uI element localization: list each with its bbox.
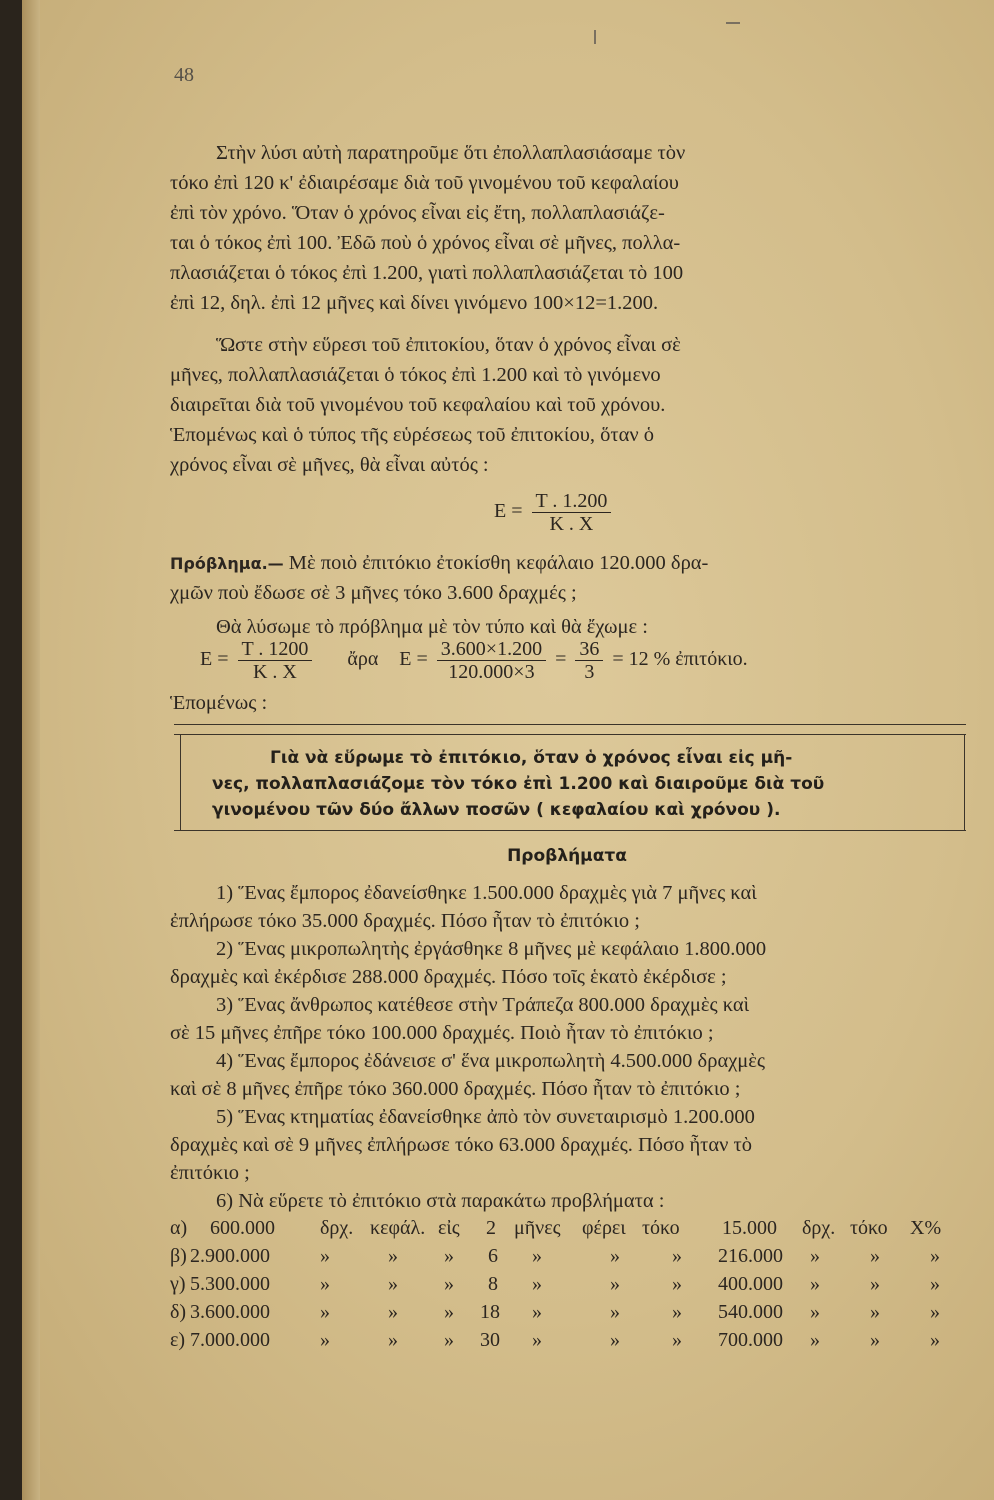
- text-line: Ἑπομένως καὶ ὁ τύπος τῆς εὑρέσεως τοῦ ἐπιτοκίου, ὅταν ὁ: [170, 424, 654, 446]
- text-line: χμῶν ποὺ ἔδωσε σὲ 3 μῆνες τόκο 3.600 δραχμές ;: [170, 582, 577, 604]
- problem-line: ἐπιτόκιο ;: [170, 1162, 250, 1184]
- cell: »: [610, 1245, 620, 1267]
- formula-fraction: [532, 490, 612, 535]
- cell: »: [930, 1245, 940, 1267]
- text-line: τόκο ἐπὶ 120 κ' ἐδιαιρέσαμε διὰ τοῦ γινομένου τοῦ κεφαλαίου: [170, 172, 679, 194]
- problem-line: σὲ 15 μῆνες ἐπῆρε τόκο 100.000 δραχμές. Ποιὸ ἦταν τὸ ἐπιτόκιο ;: [170, 1022, 714, 1044]
- box-border-right: [964, 734, 965, 830]
- worked-formula: [200, 638, 748, 683]
- months: 6: [488, 1245, 498, 1267]
- text-line: ται ὁ τόκος ἐπὶ 100. Ἐδῶ ποὺ ὁ χρόνος εἶναι σὲ μῆνες, πολλα-: [170, 232, 681, 254]
- cell: »: [810, 1273, 820, 1295]
- problem-line: 4) Ἕνας ἔμπορος ἐδάνεισε σ' ἕνα μικροπωλητὴ 4.500.000 δραχμὲς: [216, 1050, 766, 1072]
- text-line: χρόνος εἶναι σὲ μῆνες, θὰ εἶναι αὐτός :: [170, 454, 489, 476]
- cell: »: [672, 1329, 682, 1351]
- cell: »: [810, 1245, 820, 1267]
- text-line: διαιρεῖται διὰ τοῦ γινομένου τοῦ κεφαλαίου καὶ τοῦ χρόνου.: [170, 394, 666, 416]
- text-line: πλασιάζεται ὁ τόκος ἐπὶ 1.200, γιατὶ πολλαπλασιάζεται τὸ 100: [170, 262, 684, 284]
- cell: »: [930, 1329, 940, 1351]
- formula-denominator: 120.000×3: [448, 661, 535, 683]
- formula-lhs: E =: [399, 648, 428, 671]
- formula-numerator: 3.600×1.200: [437, 638, 546, 661]
- exercise-row: [170, 1298, 970, 1326]
- cell: »: [810, 1329, 820, 1351]
- row-label: δ): [170, 1301, 187, 1323]
- print-mark: [594, 30, 596, 44]
- formula-fraction: [238, 638, 313, 683]
- formula-denominator: 3: [584, 661, 595, 683]
- interest: 15.000: [722, 1217, 777, 1239]
- cell: μῆνες: [514, 1217, 561, 1239]
- problem-line: δραχμὲς καὶ ἐκέρδισε 288.000 δραχμές. Πόσο τοῖς ἑκατὸ ἐκέρδισε ;: [170, 966, 727, 988]
- cell: »: [610, 1329, 620, 1351]
- months: 2: [486, 1217, 496, 1239]
- cell: »: [532, 1245, 542, 1267]
- capital: 3.600.000: [190, 1301, 270, 1323]
- row-label: ε): [170, 1329, 186, 1351]
- cell: »: [870, 1245, 880, 1267]
- row-label: α): [170, 1217, 188, 1239]
- cell: »: [388, 1301, 398, 1323]
- box-border-top-inner: [174, 734, 966, 735]
- capital: 2.900.000: [190, 1245, 270, 1267]
- problem-line: 2) Ἕνας μικροπωλητὴς ἐργάσθηκε 8 μῆνες μὲ κεφάλαιο 1.800.000: [216, 938, 767, 960]
- problem-line: 3) Ἕνας ἄνθρωπος κατέθεσε στὴν Τράπεζα 800.000 δραχμὲς καὶ: [216, 994, 750, 1016]
- cell: »: [388, 1273, 398, 1295]
- cell: »: [672, 1301, 682, 1323]
- box-border-bottom: [174, 830, 966, 831]
- formula-result: = 12 % ἐπιτόκιο.: [612, 648, 748, 671]
- cell: »: [532, 1329, 542, 1351]
- cell: δρχ.: [320, 1217, 354, 1239]
- text-line: Στὴν λύσι αὐτὴ παρατηροῦμε ὅτι ἐπολλαπλασιάσαμε τὸν: [216, 142, 686, 164]
- months: 30: [480, 1329, 500, 1351]
- formula-fraction: [437, 638, 546, 683]
- cell: τόκο: [642, 1217, 680, 1239]
- interest: 700.000: [718, 1329, 783, 1351]
- formula-numerator: 36: [575, 638, 603, 661]
- cell: »: [870, 1301, 880, 1323]
- text-line: Ὥστε στὴν εὕρεσι τοῦ ἐπιτοκίου, ὅταν ὁ χρόνος εἶναι σὲ: [216, 334, 681, 356]
- cell: »: [870, 1273, 880, 1295]
- cell: »: [388, 1329, 398, 1351]
- capital: 7.000.000: [190, 1329, 270, 1351]
- row-label: β): [170, 1245, 187, 1267]
- cell: εἰς: [438, 1217, 460, 1239]
- formula-fraction: [575, 638, 603, 683]
- problem-line: 1) Ἕνας ἔμπορος ἐδανείσθηκε 1.500.000 δραχμὲς γιὰ 7 μῆνες καὶ: [216, 882, 757, 904]
- exercise-row: [170, 1242, 970, 1270]
- cell: »: [320, 1245, 330, 1267]
- rule-line: νες, πολλαπλασιάζομε τὸν τόκο ἐπὶ 1.200 καὶ διαιροῦμε διὰ τοῦ: [212, 774, 825, 794]
- cell: »: [672, 1273, 682, 1295]
- book-page: [22, 0, 994, 1500]
- interest-rate-formula: [494, 490, 615, 535]
- cell: »: [810, 1301, 820, 1323]
- page-gutter: [22, 0, 40, 1500]
- formula-lhs: E =: [494, 500, 523, 523]
- cell: »: [444, 1273, 454, 1295]
- exercise-row: [170, 1270, 970, 1298]
- interest: 216.000: [718, 1245, 783, 1267]
- cell: »: [320, 1301, 330, 1323]
- cell: »: [610, 1301, 620, 1323]
- problem-line: 5) Ἕνας κτηματίας ἐδανείσθηκε ἀπὸ τὸν συνεταιρισμὸ 1.200.000: [216, 1106, 755, 1128]
- capital: 600.000: [210, 1217, 275, 1239]
- cell: »: [444, 1301, 454, 1323]
- formula-lhs: E =: [200, 648, 229, 671]
- exercise-row: [170, 1214, 970, 1242]
- cell: κεφάλ.: [370, 1217, 426, 1239]
- page-number: 48: [174, 64, 194, 86]
- formula-numerator: T . 1200: [238, 638, 313, 661]
- cell: »: [388, 1245, 398, 1267]
- cell: »: [672, 1245, 682, 1267]
- problem-label: Πρόβλημα.—: [170, 554, 284, 573]
- text-line: ἐπὶ 12, δηλ. ἐπὶ 12 μῆνες καὶ δίνει γινόμενο 100×12=1.200.: [170, 292, 659, 314]
- cell: Χ%: [910, 1217, 942, 1239]
- print-mark: [726, 22, 740, 24]
- cell: »: [444, 1329, 454, 1351]
- formula-equals: =: [555, 648, 567, 671]
- problem-statement-line: [170, 548, 970, 578]
- cell: »: [320, 1329, 330, 1351]
- cell: »: [532, 1301, 542, 1323]
- formula-ara: ἄρα: [347, 648, 379, 671]
- problems-heading: Προβλήματα: [507, 846, 627, 866]
- formula-denominator: K . X: [549, 513, 594, 535]
- problem-line: δραχμὲς καὶ σὲ 9 μῆνες ἐπλήρωσε τόκο 63.000 δραχμές. Πόσο ἦταν τὸ: [170, 1134, 753, 1156]
- problem-text: Μὲ ποιὸ ἐπιτόκιο ἐτοκίσθη κεφάλαιο 120.000 δρα-: [283, 552, 709, 574]
- rule-line: Γιὰ νὰ εὕρωμε τὸ ἐπιτόκιο, ὅταν ὁ χρόνος εἶναι εἰς μῆ-: [270, 748, 793, 768]
- cell: »: [870, 1329, 880, 1351]
- cell: »: [444, 1245, 454, 1267]
- cell: »: [532, 1273, 542, 1295]
- formula-numerator: T . 1.200: [532, 490, 612, 513]
- exercise-row: [170, 1326, 970, 1354]
- problem-line: καὶ σὲ 8 μῆνες ἐπῆρε τόκο 360.000 δραχμές. Πόσο ἦταν τὸ ἐπιτόκιο ;: [170, 1078, 741, 1100]
- cell: φέρει: [582, 1217, 626, 1239]
- months: 8: [488, 1273, 498, 1295]
- text-line: μῆνες, πολλαπλασιάζεται ὁ τόκος ἐπὶ 1.200 καὶ τὸ γινόμενο: [170, 364, 661, 386]
- cell: δρχ.: [802, 1217, 836, 1239]
- text-line: Ἑπομένως :: [170, 692, 268, 714]
- months: 18: [480, 1301, 500, 1323]
- capital: 5.300.000: [190, 1273, 270, 1295]
- cell: τόκο: [850, 1217, 888, 1239]
- problem-line: ἐπλήρωσε τόκο 35.000 δραχμές. Πόσο ἦταν τὸ ἐπιτόκιο ;: [170, 910, 640, 932]
- formula-denominator: K . X: [252, 661, 297, 683]
- problem-line: 6) Νὰ εὕρετε τὸ ἐπιτόκιο στὰ παρακάτω προβλήματα :: [216, 1190, 665, 1212]
- cell: »: [930, 1273, 940, 1295]
- cell: »: [610, 1273, 620, 1295]
- row-label: γ): [170, 1273, 186, 1295]
- text-line: Θὰ λύσωμε τὸ πρόβλημα μὲ τὸν τύπο καὶ θὰ ἔχωμε :: [216, 616, 648, 638]
- cell: »: [930, 1301, 940, 1323]
- box-border-top: [174, 724, 966, 725]
- rule-line: γινομένου τῶν δύο ἄλλων ποσῶν ( κεφαλαίου καὶ χρόνου ).: [212, 800, 781, 820]
- interest: 540.000: [718, 1301, 783, 1323]
- text-line: ἐπὶ τὸν χρόνο. Ὅταν ὁ χρόνος εἶναι εἰς ἔτη, πολλαπλασιάζε-: [170, 202, 665, 224]
- cell: »: [320, 1273, 330, 1295]
- interest: 400.000: [718, 1273, 783, 1295]
